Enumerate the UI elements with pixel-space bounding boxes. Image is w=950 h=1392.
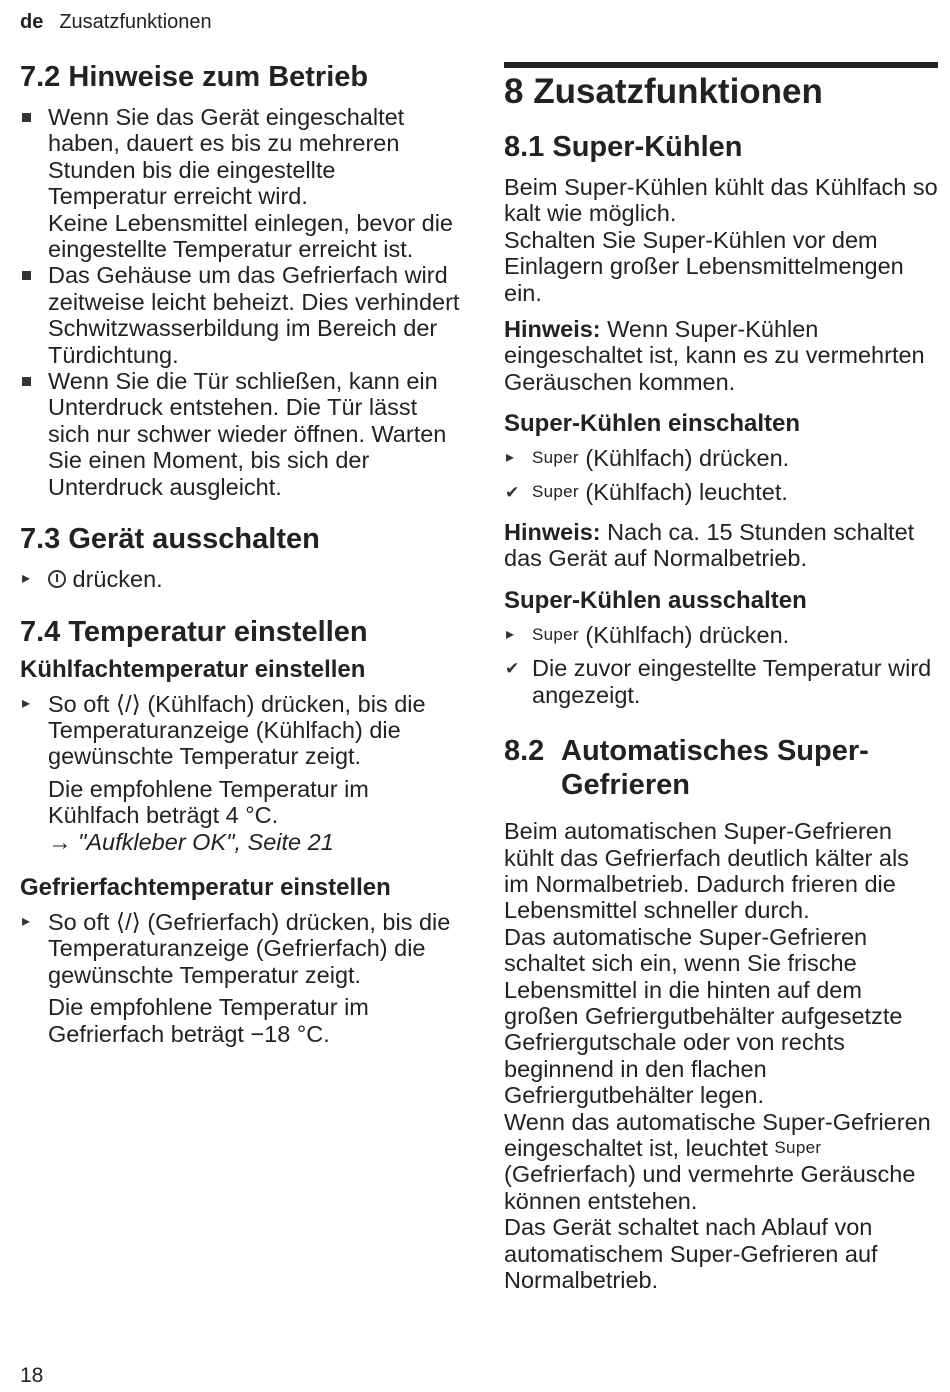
section-7-4-title: 7.4 Temperatur einstellen (20, 615, 368, 648)
list-item (20, 909, 460, 988)
super-button-label: Super (532, 624, 579, 644)
fridge-temp-note (20, 776, 460, 855)
power-icon (48, 570, 66, 588)
steps-list (20, 566, 460, 592)
super-button-label: Super (774, 1137, 822, 1157)
list-item (20, 104, 460, 262)
subsection-super-cool-off-title: Super-Kühlen ausschalten (504, 586, 807, 614)
step-text: ▸ So oft ⟨/⟩ (Gefrierfach) drücken, bis die Temperaturanzeige (Gefrierfach) die gewünschte Temperatur zeigt. (48, 908, 451, 988)
section-rule (504, 62, 938, 68)
notes-list (20, 104, 460, 500)
step-text: ▸ So oft ⟨/⟩ (Kühlfach) drücken, bis die Temperaturanzeige (Kühlfach) die gewünschte Temperatur zeigt. (48, 690, 426, 770)
subsection-freezer-temp-title: Gefrierfachtemperatur einstellen (20, 873, 391, 901)
list-item (20, 262, 460, 368)
list-item (504, 655, 940, 708)
paragraph: Das automatische Super-Gefrieren schaltet sich ein, wenn Sie frische Lebensmittel in die hinten auf dem großen Gefriergutbehälter aufgesetzte Gefriergutschale oder von rechts beginnend in den flachen Gefriergutbehälter legen. (504, 923, 903, 1109)
note-text: Die empfohlene Temperatur im Kühlfach beträgt 4 °C. (48, 775, 369, 829)
paragraph (504, 1109, 940, 1215)
page-reference-link[interactable]: → "Aufkleber OK", Seite 21 (48, 828, 334, 855)
paragraph: Das Gerät schaltet nach Ablauf von automatischem Super-Gefrieren auf Normalbetrieb. (504, 1214, 878, 1293)
right-column (504, 70, 940, 1293)
section-8-title: 8 Zusatzfunktionen (504, 72, 823, 111)
super-button-label: Super (532, 448, 579, 468)
hint-text: Wenn Super-Kühlen eingeschaltet ist, kann es zu vermehrten Geräuschen kommen. (504, 316, 925, 395)
step-text: drücken. (72, 566, 163, 593)
step-text: (Kühlfach) drücken. (585, 621, 790, 648)
list-item (20, 691, 460, 770)
steps-list (20, 909, 460, 988)
steps-list (20, 691, 460, 770)
header-section: Zusatzfunktionen (59, 11, 212, 33)
list-item-text: Wenn Sie das Gerät eingeschaltet haben, dauert es bis zu mehreren Stunden bis die eingestellte Temperatur erreicht wird. (48, 104, 405, 210)
hint-paragraph (504, 316, 940, 395)
hint-paragraph (504, 519, 940, 572)
super-button-label: Super (532, 481, 579, 501)
paragraph: Schalten Sie Super-Kühlen vor dem Einlagern großer Lebensmittelmengen ein. (504, 226, 904, 306)
list-item (504, 479, 940, 505)
list-item-text: Das Gehäuse um das Gefrierfach wird zeitweise leicht beheizt. Dies verhindert Schwitzwasserbildung im Bereich der Türdichtung. (48, 262, 460, 368)
result-text: (Kühlfach) leuchtet. (585, 478, 788, 505)
section-title-text: Automatisches Super-Gefrieren (561, 735, 869, 802)
list-item-text: Wenn Sie die Tür schließen, kann ein Unterdruck entstehen. Die Tür lässt sich nur schwer wieder öffnen. Warten Sie einen Moment, bis sich der Unterdruck ausgleicht. (48, 368, 447, 500)
list-item (504, 445, 940, 471)
section-8-2-title (504, 734, 940, 802)
hint-text: Nach ca. 15 Stunden schaltet das Gerät auf Normalbetrieb. (504, 519, 915, 572)
paragraph-text: (Gefrierfach) und vermehrte Geräusche können entstehen. (504, 1161, 916, 1214)
paragraph-text: Wenn das automatische Super-Gefrieren eingeschaltet ist, leuchtet (504, 1108, 931, 1161)
hint-label: Hinweis: (504, 519, 601, 546)
paragraph: Beim automatischen Super-Gefrieren kühlt das Gefrierfach deutlich kälter als im Normalbetrieb. Dadurch frieren die Lebensmittel schneller durch. (504, 818, 909, 924)
list-item (20, 566, 460, 592)
steps-list (504, 445, 940, 505)
section-7-3-title: 7.3 Gerät ausschalten (20, 523, 320, 556)
result-text: Die zuvor eingestellte Temperatur wird angezeigt. (532, 655, 932, 708)
subsection-super-cool-on-title: Super-Kühlen einschalten (504, 410, 801, 438)
list-item (20, 368, 460, 500)
freezer-temp-note: Die empfohlene Temperatur im Gefrierfach beträgt −18 °C. (48, 994, 369, 1047)
language-code: de (20, 11, 44, 33)
list-item (504, 622, 940, 648)
list-item-text: Keine Lebensmittel einlegen, bevor die eingestellte Temperatur erreicht ist. (48, 209, 453, 263)
paragraph: Beim Super-Kühlen kühlt das Kühlfach so kalt wie möglich. (504, 174, 938, 227)
subsection-fridge-temp-title: Kühlfachtemperatur einstellen (20, 655, 366, 683)
step-text: (Kühlfach) drücken. (585, 445, 790, 472)
hint-label: Hinweis: (504, 316, 601, 343)
steps-list (504, 622, 940, 708)
section-number: 8.2 (504, 735, 545, 768)
section-8-1-title: 8.1 Super-Kühlen (504, 131, 743, 163)
page-number: 18 (20, 1364, 44, 1387)
page-header (20, 8, 212, 36)
left-column (20, 56, 460, 1047)
section-7-2-title: 7.2 Hinweise zum Betrieb (20, 61, 369, 93)
